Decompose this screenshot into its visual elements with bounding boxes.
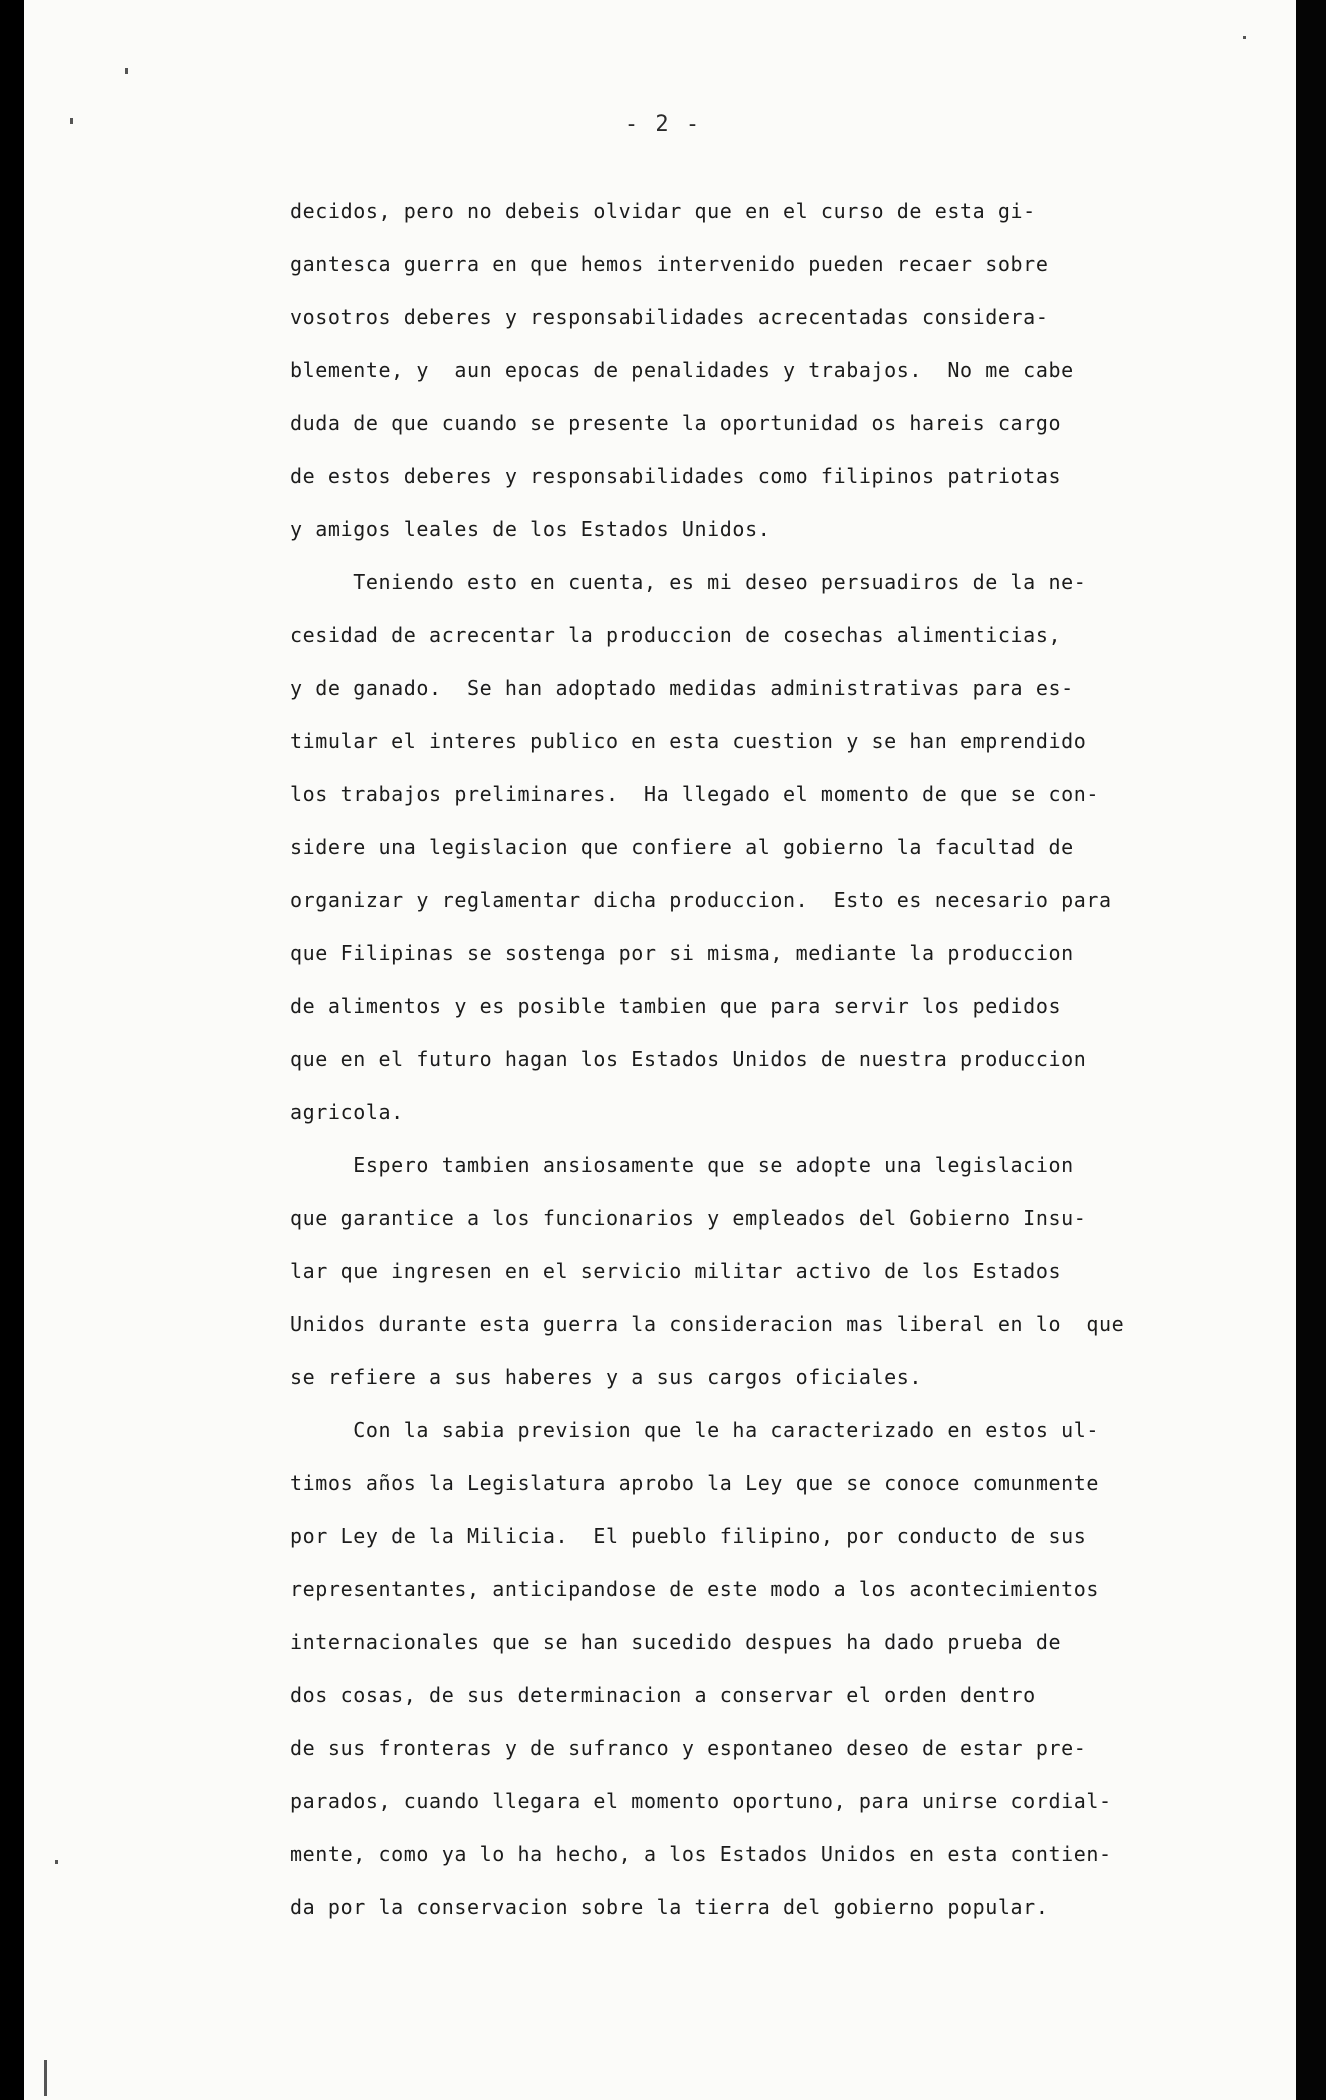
text-line: y amigos leales de los Estados Unidos. [290, 517, 771, 541]
text-line: vosotros deberes y responsabilidades acrecentadas considera- [290, 305, 1049, 329]
text-line: representantes, anticipandose de este modo a los acontecimientos [290, 1577, 1100, 1601]
text-line: agricola. [290, 1100, 404, 1124]
text-line: Unidos durante esta guerra la consideracion mas liberal en lo que [290, 1312, 1125, 1336]
text-line: Teniendo esto en cuenta, es mi deseo persuadiros de la ne- [290, 570, 1087, 594]
text-line: duda de que cuando se presente la oportunidad os hareis cargo [290, 411, 1062, 435]
text-line: que en el futuro hagan los Estados Unidos de nuestra produccion [290, 1047, 1087, 1071]
text-line: mente, como ya lo ha hecho, a los Estados Unidos en esta contien- [290, 1842, 1112, 1866]
scan-speck [1243, 36, 1246, 39]
text-line: internacionales que se han sucedido despues ha dado prueba de [290, 1630, 1062, 1654]
text-line: Con la sabia prevision que le ha caracterizado en estos ul- [290, 1418, 1100, 1442]
scan-border [1296, 0, 1326, 2100]
text-line: dos cosas, de sus determinacion a conservar el orden dentro [290, 1683, 1036, 1707]
text-line: sidere una legislacion que confiere al gobierno la facultad de [290, 835, 1074, 859]
text-line: Espero tambien ansiosamente que se adopte una legislacion [290, 1153, 1074, 1177]
text-line: se refiere a sus haberes y a sus cargos oficiales. [290, 1365, 923, 1389]
text-line: que garantice a los funcionarios y empleados del Gobierno Insu- [290, 1206, 1087, 1230]
text-line: que Filipinas se sostenga por si misma, mediante la produccion [290, 941, 1074, 965]
text-line: de alimentos y es posible tambien que para servir los pedidos [290, 994, 1062, 1018]
text-line: parados, cuando llegara el momento oportuno, para unirse cordial- [290, 1789, 1112, 1813]
text-line: gantesca guerra en que hemos intervenido pueden recaer sobre [290, 252, 1049, 276]
text-line: lar que ingresen en el servicio militar activo de los Estados [290, 1259, 1062, 1283]
text-line: de estos deberes y responsabilidades como filipinos patriotas [290, 464, 1062, 488]
text-line: y de ganado. Se han adoptado medidas administrativas para es- [290, 676, 1074, 700]
text-line: timos años la Legislatura aprobo la Ley que se conoce comunmente [290, 1471, 1100, 1495]
text-line: organizar y reglamentar dicha produccion. Esto es necesario para [290, 888, 1112, 912]
text-line: timular el interes publico en esta cuestion y se han emprendido [290, 729, 1087, 753]
text-line: de sus fronteras y de sufranco y espontaneo deseo de estar pre- [290, 1736, 1087, 1760]
page-number: - 2 - [624, 112, 702, 137]
text-line: por Ley de la Milicia. El pueblo filipino, por conducto de sus [290, 1524, 1087, 1548]
text-line: da por la conservacion sobre la tierra del gobierno popular. [290, 1895, 1049, 1919]
text-line: decidos, pero no debeis olvidar que en el curso de esta gi- [290, 199, 1036, 223]
text-line: cesidad de acrecentar la produccion de cosechas alimenticias, [290, 623, 1062, 647]
scan-speck [44, 2060, 47, 2096]
scan-speck [125, 68, 128, 74]
text-line: los trabajos preliminares. Ha llegado el momento de que se con- [290, 782, 1100, 806]
body-text [290, 191, 1160, 1940]
scan-speck [55, 1860, 58, 1864]
text-line: blemente, y aun epocas de penalidades y trabajos. No me cabe [290, 358, 1074, 382]
